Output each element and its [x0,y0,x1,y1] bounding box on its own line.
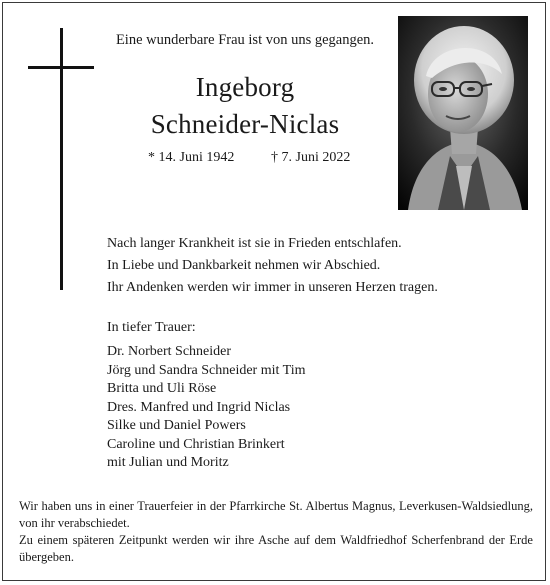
mourner-item: Jörg und Sandra Schneider mit Tim [107,362,306,378]
mourning-heading: In tiefer Trauer: [107,320,196,335]
mourner-item: mit Julian und Moritz [107,455,229,470]
cross-horizontal-bar [28,66,94,69]
mourner-item: Dres. Manfred und Ingrid Niclas [107,399,291,415]
message-line: Ihr Andenken werden wir immer in unseren Herzen tragen. [107,280,438,295]
mourners-list [107,343,305,473]
footer-text [19,498,533,566]
message-line: In Liebe und Dankbarkeit nehmen wir Abschied. [107,258,381,273]
mourner-item: Britta und Uli Röse [107,381,217,396]
mourner-item: Dr. Norbert Schneider [107,344,232,359]
mourner-item: Caroline und Christian Brinkert [107,436,285,452]
message-block [107,233,438,299]
message-line: Nach langer Krankheit ist sie in Frieden entschlafen. [107,236,402,251]
footer-paragraph: Wir haben uns in einer Trauerfeier in der Pfarrkirche St. Albertus Magnus, Leverkusen-Waldsiedlung, von ihr verabschiedet. [19,499,533,530]
first-name: Ingeborg [195,72,295,102]
mourner-item: Silke und Daniel Powers [107,418,246,433]
last-name: Schneider-Niclas [150,109,340,139]
death-date: † 7. Juni 2022 [271,150,351,165]
birth-date: * 14. Juni 1942 [148,150,235,165]
portrait-photo [398,16,528,210]
intro-line: Eine wunderbare Frau ist von uns gegangen. [115,32,375,48]
footer-paragraph: Zu einem späteren Zeitpunkt werden wir ihre Asche auf dem Waldfriedhof Scherfenbrand der Erde übergeben. [19,533,533,564]
